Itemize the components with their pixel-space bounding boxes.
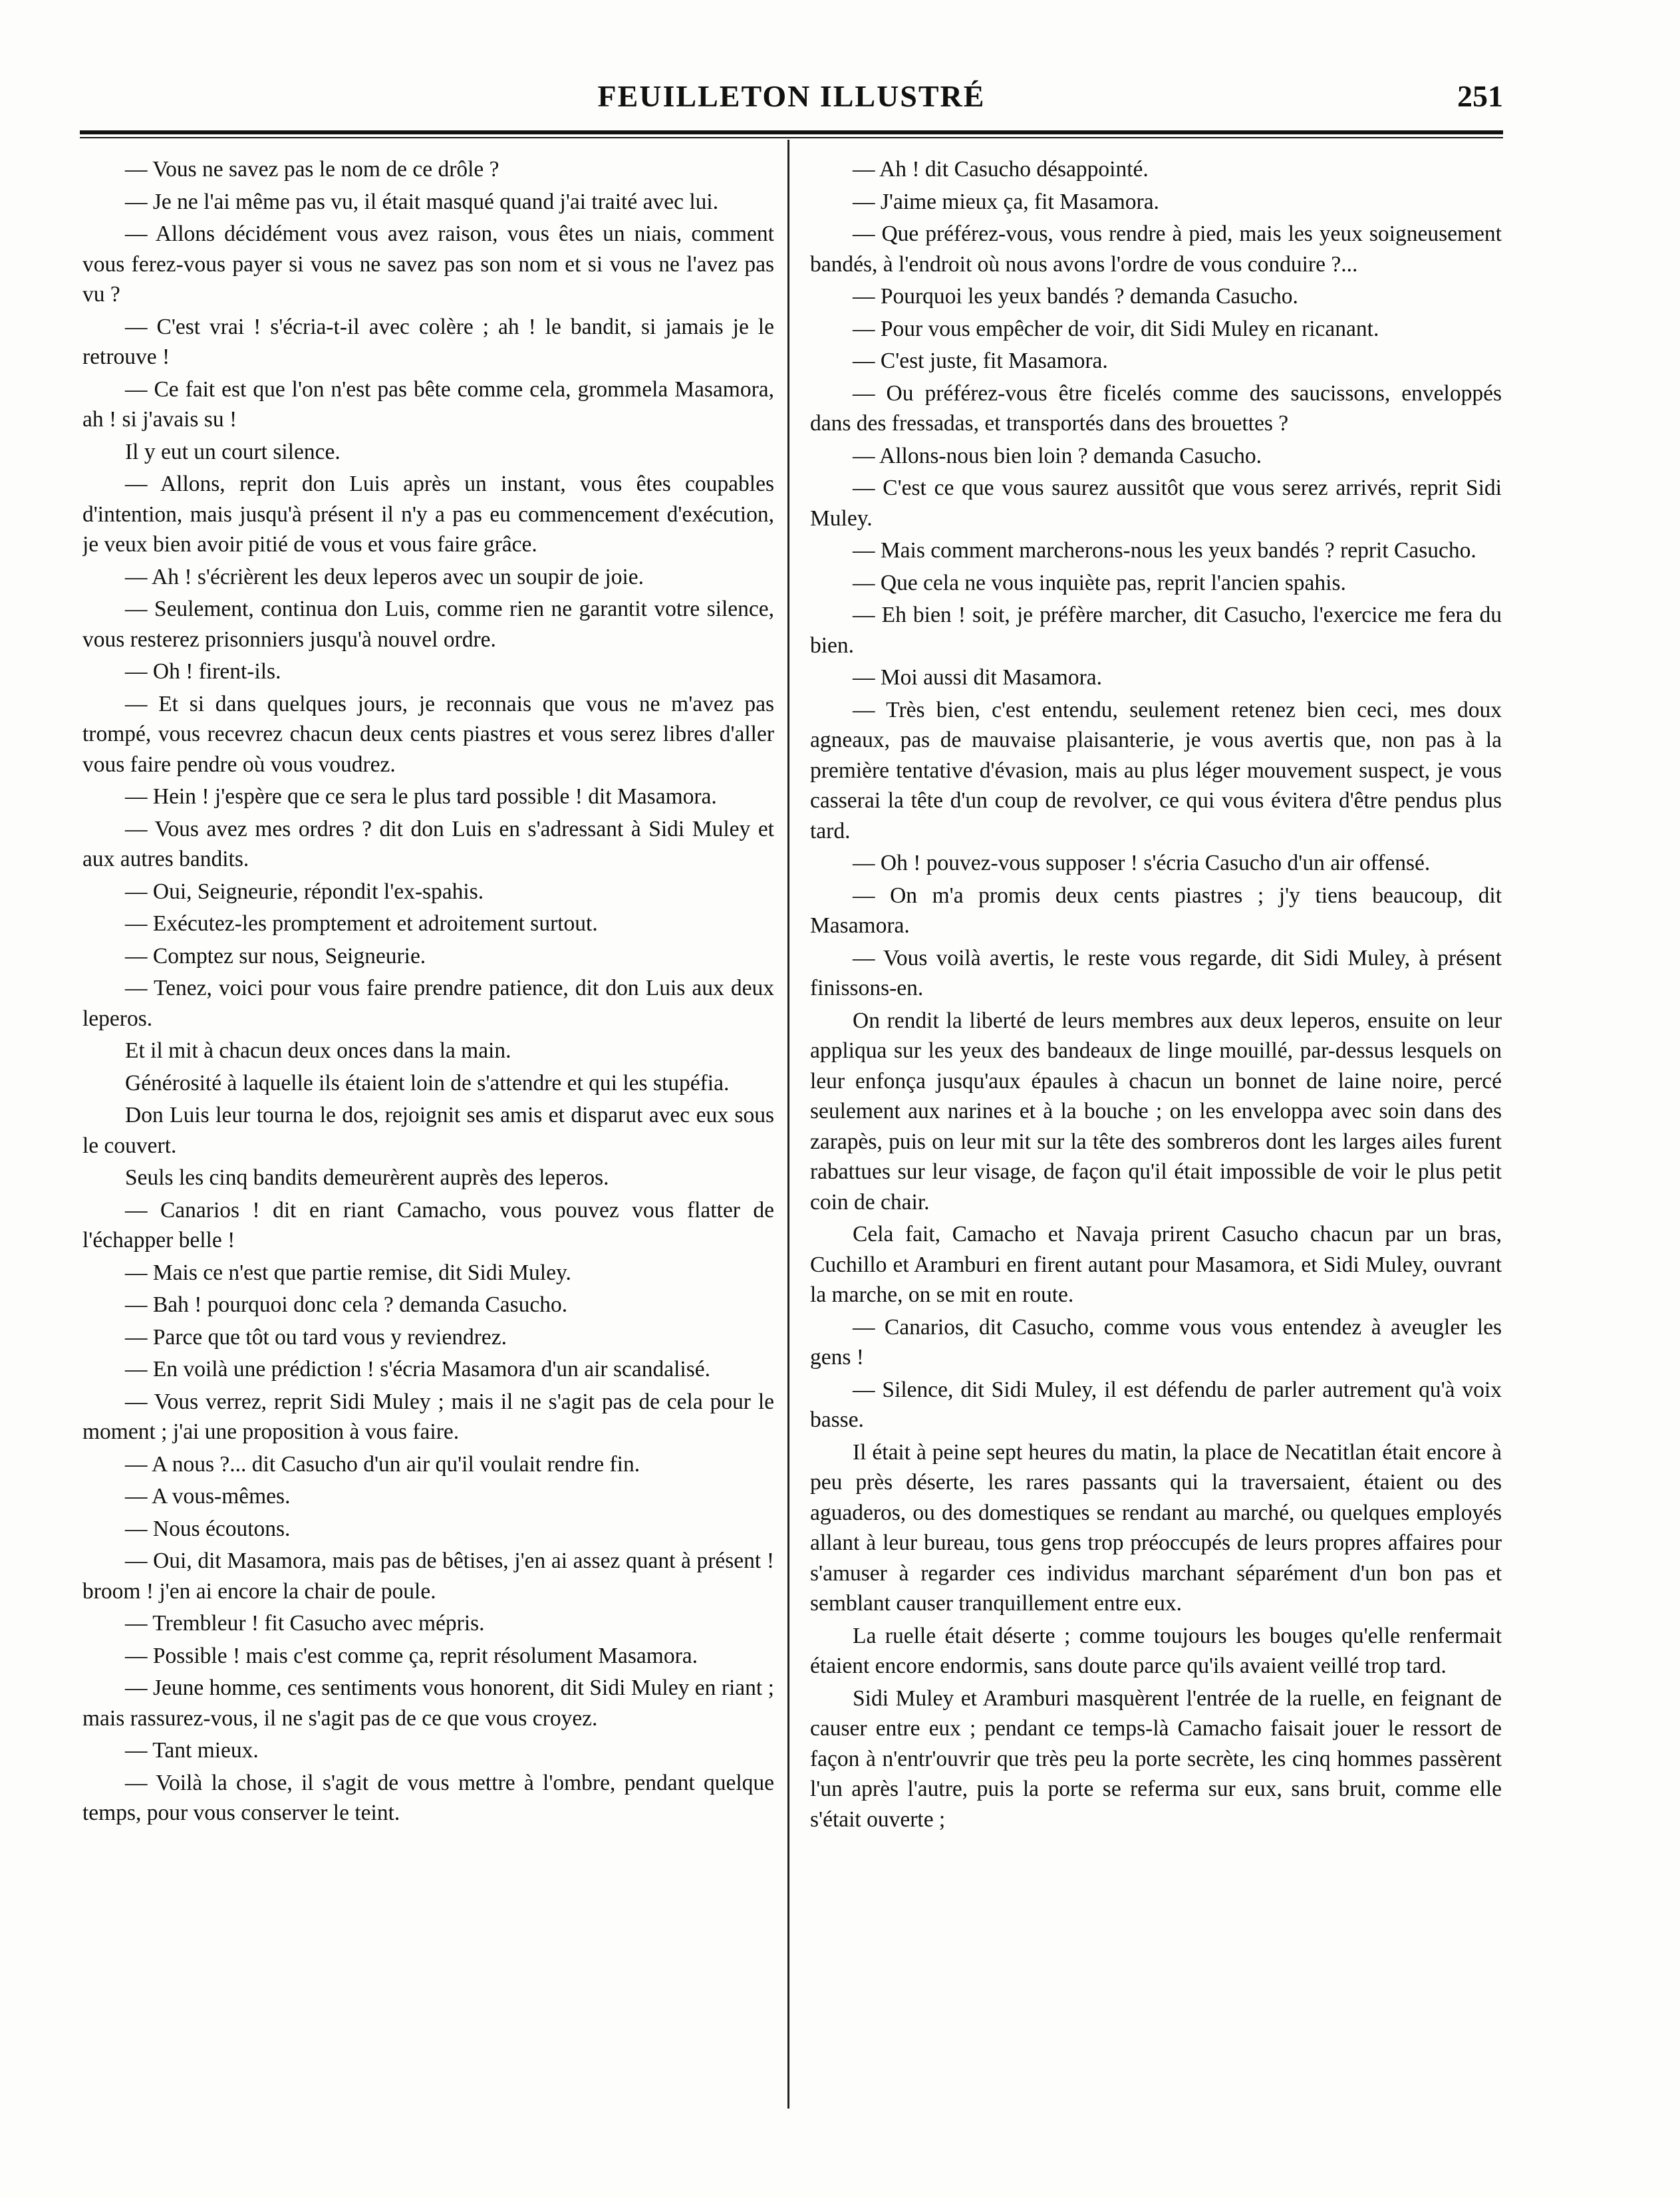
paragraph: — Nous écoutons. bbox=[125, 1516, 291, 1541]
paragraph: — J'aime mieux ça, fit Masamora. bbox=[853, 189, 1159, 214]
running-title: FEUILLETON ILLUSTRÉ bbox=[597, 79, 986, 113]
paragraph: — C'est vrai ! s'écria-t-il avec colère ; ah ! le bandit, si jamais je le retrouve ! bbox=[82, 314, 774, 369]
paragraph: — Pourquoi les yeux bandés ? demanda Casucho. bbox=[853, 284, 1298, 309]
paragraph: — A vous-mêmes. bbox=[125, 1484, 291, 1509]
paragraph: Sidi Muley et Aramburi masquèrent l'entrée de la ruelle, en feignant de causer entre eux ; pendant ce temps-là Camacho faisait jouer le ressort de façon à n'entr'ouvrir que très peu la porte secrète, les cinq hommes passèrent l'un après l'autre, puis la porte se referma sur eux, sans bruit, comme elle s'était ouverte ; bbox=[810, 1685, 1502, 1832]
paragraph: — En voilà une prédiction ! s'écria Masamora d'un air scandalisé. bbox=[125, 1357, 710, 1382]
paragraph: — Oui, Seigneurie, répondit l'ex-spahis. bbox=[125, 879, 484, 904]
paragraph: — C'est juste, fit Masamora. bbox=[853, 349, 1108, 373]
paragraph: — Que cela ne vous inquiète pas, reprit l'ancien spahis. bbox=[853, 570, 1346, 595]
paragraph: — Exécutez-les promptement et adroitement surtout. bbox=[125, 911, 598, 936]
page-number: 251 bbox=[1457, 79, 1503, 113]
left-column bbox=[82, 154, 774, 2097]
header-rule bbox=[80, 130, 1503, 134]
paragraph: — Vous ne savez pas le nom de ce drôle ? bbox=[125, 157, 499, 182]
paragraph: — Mais comment marcherons-nous les yeux bandés ? reprit Casucho. bbox=[853, 538, 1476, 563]
paragraph: Cela fait, Camacho et Navaja prirent Casucho chacun par un bras, Cuchillo et Aramburi en firent autant pour Masamora, et Sidi Muley, ouvrant la marche, on se mit en route. bbox=[810, 1222, 1502, 1307]
paragraph: — Tenez, voici pour vous faire prendre patience, dit don Luis aux deux leperos. bbox=[82, 976, 774, 1031]
paragraph: — Ou préférez-vous être ficelés comme des saucissons, enveloppés dans des fressadas, et transportés dans des brouettes ? bbox=[810, 380, 1502, 436]
paragraph: — Jeune homme, ces sentiments vous honorent, dit Sidi Muley en riant ; mais rassurez-vous, il ne s'agit pas de ce que vous croyez. bbox=[82, 1676, 774, 1731]
paragraph: Don Luis leur tourna le dos, rejoignit ses amis et disparut avec eux sous le couvert. bbox=[82, 1103, 774, 1158]
header-rule-thin bbox=[80, 137, 1503, 138]
paragraph: — Canarios, dit Casucho, comme vous vous entendez à aveugler les gens ! bbox=[810, 1314, 1502, 1370]
paragraph: — Eh bien ! soit, je préfère marcher, dit Casucho, l'exercice me fera du bien. bbox=[810, 603, 1502, 658]
paragraph: La ruelle était déserte ; comme toujours les bouges qu'elle renfermait étaient encore endormis, sans doute parce qu'ils avaient veillé trop tard. bbox=[810, 1623, 1502, 1678]
paragraph: — Vous voilà avertis, le reste vous regarde, dit Sidi Muley, à présent finissons-en. bbox=[810, 945, 1502, 1000]
paragraph: — Possible ! mais c'est comme ça, reprit résolument Masamora. bbox=[125, 1643, 698, 1668]
right-column bbox=[810, 154, 1502, 2097]
paragraph: — Mais ce n'est que partie remise, dit Sidi Muley. bbox=[125, 1260, 571, 1285]
paragraph: — Seulement, continua don Luis, comme rien ne garantit votre silence, vous resterez prisonniers jusqu'à nouvel ordre. bbox=[82, 597, 774, 652]
paragraph: — Trembleur ! fit Casucho avec mépris. bbox=[125, 1611, 485, 1636]
paragraph: — Silence, dit Sidi Muley, il est défendu de parler autrement qu'à voix basse. bbox=[810, 1377, 1502, 1432]
paragraph: — Oh ! firent-ils. bbox=[125, 659, 281, 684]
paragraph: — Ah ! dit Casucho désappointé. bbox=[853, 157, 1149, 182]
paragraph: — Pour vous empêcher de voir, dit Sidi Muley en ricanant. bbox=[853, 316, 1379, 341]
paragraph: — Oh ! pouvez-vous supposer ! s'écria Casucho d'un air offensé. bbox=[853, 851, 1431, 875]
paragraph: — Vous avez mes ordres ? dit don Luis en s'adressant à Sidi Muley et aux autres bandits. bbox=[82, 816, 774, 871]
paragraph: — Ce fait est que l'on n'est pas bête comme cela, grommela Masamora, ah ! si j'avais su ! bbox=[82, 376, 774, 432]
paragraph: — Comptez sur nous, Seigneurie. bbox=[125, 943, 426, 968]
paragraph: — Vous verrez, reprit Sidi Muley ; mais il ne s'agit pas de cela pour le moment ; j'ai une proposition à vous faire. bbox=[82, 1389, 774, 1444]
paragraph: On rendit la liberté de leurs membres aux deux leperos, ensuite on leur appliqua sur les yeux des bandeaux de linge mouillé, par-dessus lesquels on leur enfonça jusqu'aux épaules à chacun un bonnet de laine noire, percé seulement aux narines et à la bouche ; on les enveloppa avec soin dans des zarapès, puis on leur mit sur la tête des sombreros dont les larges ailes furent rabattues sur leur visage, de façon qu'il était impossible de voir le plus petit coin de chair. bbox=[810, 1008, 1502, 1215]
paragraph: — Oui, dit Masamora, mais pas de bêtises, j'en ai assez quant à présent ! broom ! j'en ai encore la chair de poule. bbox=[82, 1548, 774, 1604]
paragraph: — Allons décidément vous avez raison, vous êtes un niais, comment vous ferez-vous payer si vous ne savez pas son nom et si vous ne l'avez pas vu ? bbox=[82, 221, 774, 307]
paragraph: Générosité à laquelle ils étaient loin de s'attendre et qui les stupéfia. bbox=[125, 1070, 730, 1096]
paragraph: Seuls les cinq bandits demeurèrent auprès des leperos. bbox=[125, 1165, 609, 1190]
paragraph: Il était à peine sept heures du matin, la place de Necatitlan était encore à peu près déserte, les rares passants qui la traversaient, étaient ou des aguaderos, ou des domestiques se rendant au marché, ou quelques employés allant à leur bureau, tous gens trop préoccupés de leurs propres affaires pour s'amuser à regarder ces individus marchant séparément d'un bon pas et semblant causer tranquillement entre eux. bbox=[810, 1439, 1502, 1616]
column-divider bbox=[787, 140, 789, 2109]
paragraph: — Tant mieux. bbox=[125, 1738, 259, 1763]
paragraph: — Allons-nous bien loin ? demanda Casucho. bbox=[853, 443, 1262, 468]
paragraph: — Voilà la chose, il s'agit de vous mettre à l'ombre, pendant quelque temps, pour vous conserver le teint. bbox=[82, 1770, 774, 1825]
paragraph: — Moi aussi dit Masamora. bbox=[853, 665, 1102, 690]
paragraph: — Très bien, c'est entendu, seulement retenez bien ceci, mes doux agneaux, pas de mauvaise plaisanterie, je vous avertis que, non pas à la première tentative d'évasion, mais au plus léger mouvement suspect, je vous casserai la tête d'un coup de revolver, ce qui vous évitera d'être pendus plus tard. bbox=[810, 697, 1502, 843]
page-header bbox=[80, 78, 1503, 125]
paragraph: — Allons, reprit don Luis après un instant, vous êtes coupables d'intention, mais jusqu'à présent il n'y a pas eu commencement d'exécution, je veux bien avoir pitié de vous et vous faire grâce. bbox=[82, 472, 774, 557]
paragraph: — Que préférez-vous, vous rendre à pied, mais les yeux soigneusement bandés, à l'endroit où nous avons l'ordre de vous conduire ?... bbox=[810, 221, 1502, 277]
paragraph: — C'est ce que vous saurez aussitôt que vous serez arrivés, reprit Sidi Muley. bbox=[810, 476, 1502, 531]
paragraph: — Canarios ! dit en riant Camacho, vous pouvez vous flatter de l'échapper belle ! bbox=[82, 1197, 774, 1252]
paragraph: Il y eut un court silence. bbox=[125, 439, 341, 464]
paragraph: — On m'a promis deux cents piastres ; j'y tiens beaucoup, dit Masamora. bbox=[810, 883, 1502, 938]
paragraph: — Hein ! j'espère que ce sera le plus tard possible ! dit Masamora. bbox=[125, 784, 717, 809]
paragraph: — Et si dans quelques jours, je reconnais que vous ne m'avez pas trompé, vous recevrez chacun deux cents piastres et vous serez libres d'aller vous faire pendre où vous voudrez. bbox=[82, 691, 774, 777]
paragraph: — Parce que tôt ou tard vous y reviendrez. bbox=[125, 1324, 507, 1350]
paragraph: — Je ne l'ai même pas vu, il était masqué quand j'ai traité avec lui. bbox=[125, 189, 719, 214]
paragraph: Et il mit à chacun deux onces dans la main. bbox=[125, 1038, 511, 1063]
paragraph: — A nous ?... dit Casucho d'un air qu'il voulait rendre fin. bbox=[125, 1451, 640, 1477]
paragraph: — Bah ! pourquoi donc cela ? demanda Casucho. bbox=[125, 1292, 568, 1317]
paragraph: — Ah ! s'écrièrent les deux leperos avec un soupir de joie. bbox=[125, 564, 644, 589]
